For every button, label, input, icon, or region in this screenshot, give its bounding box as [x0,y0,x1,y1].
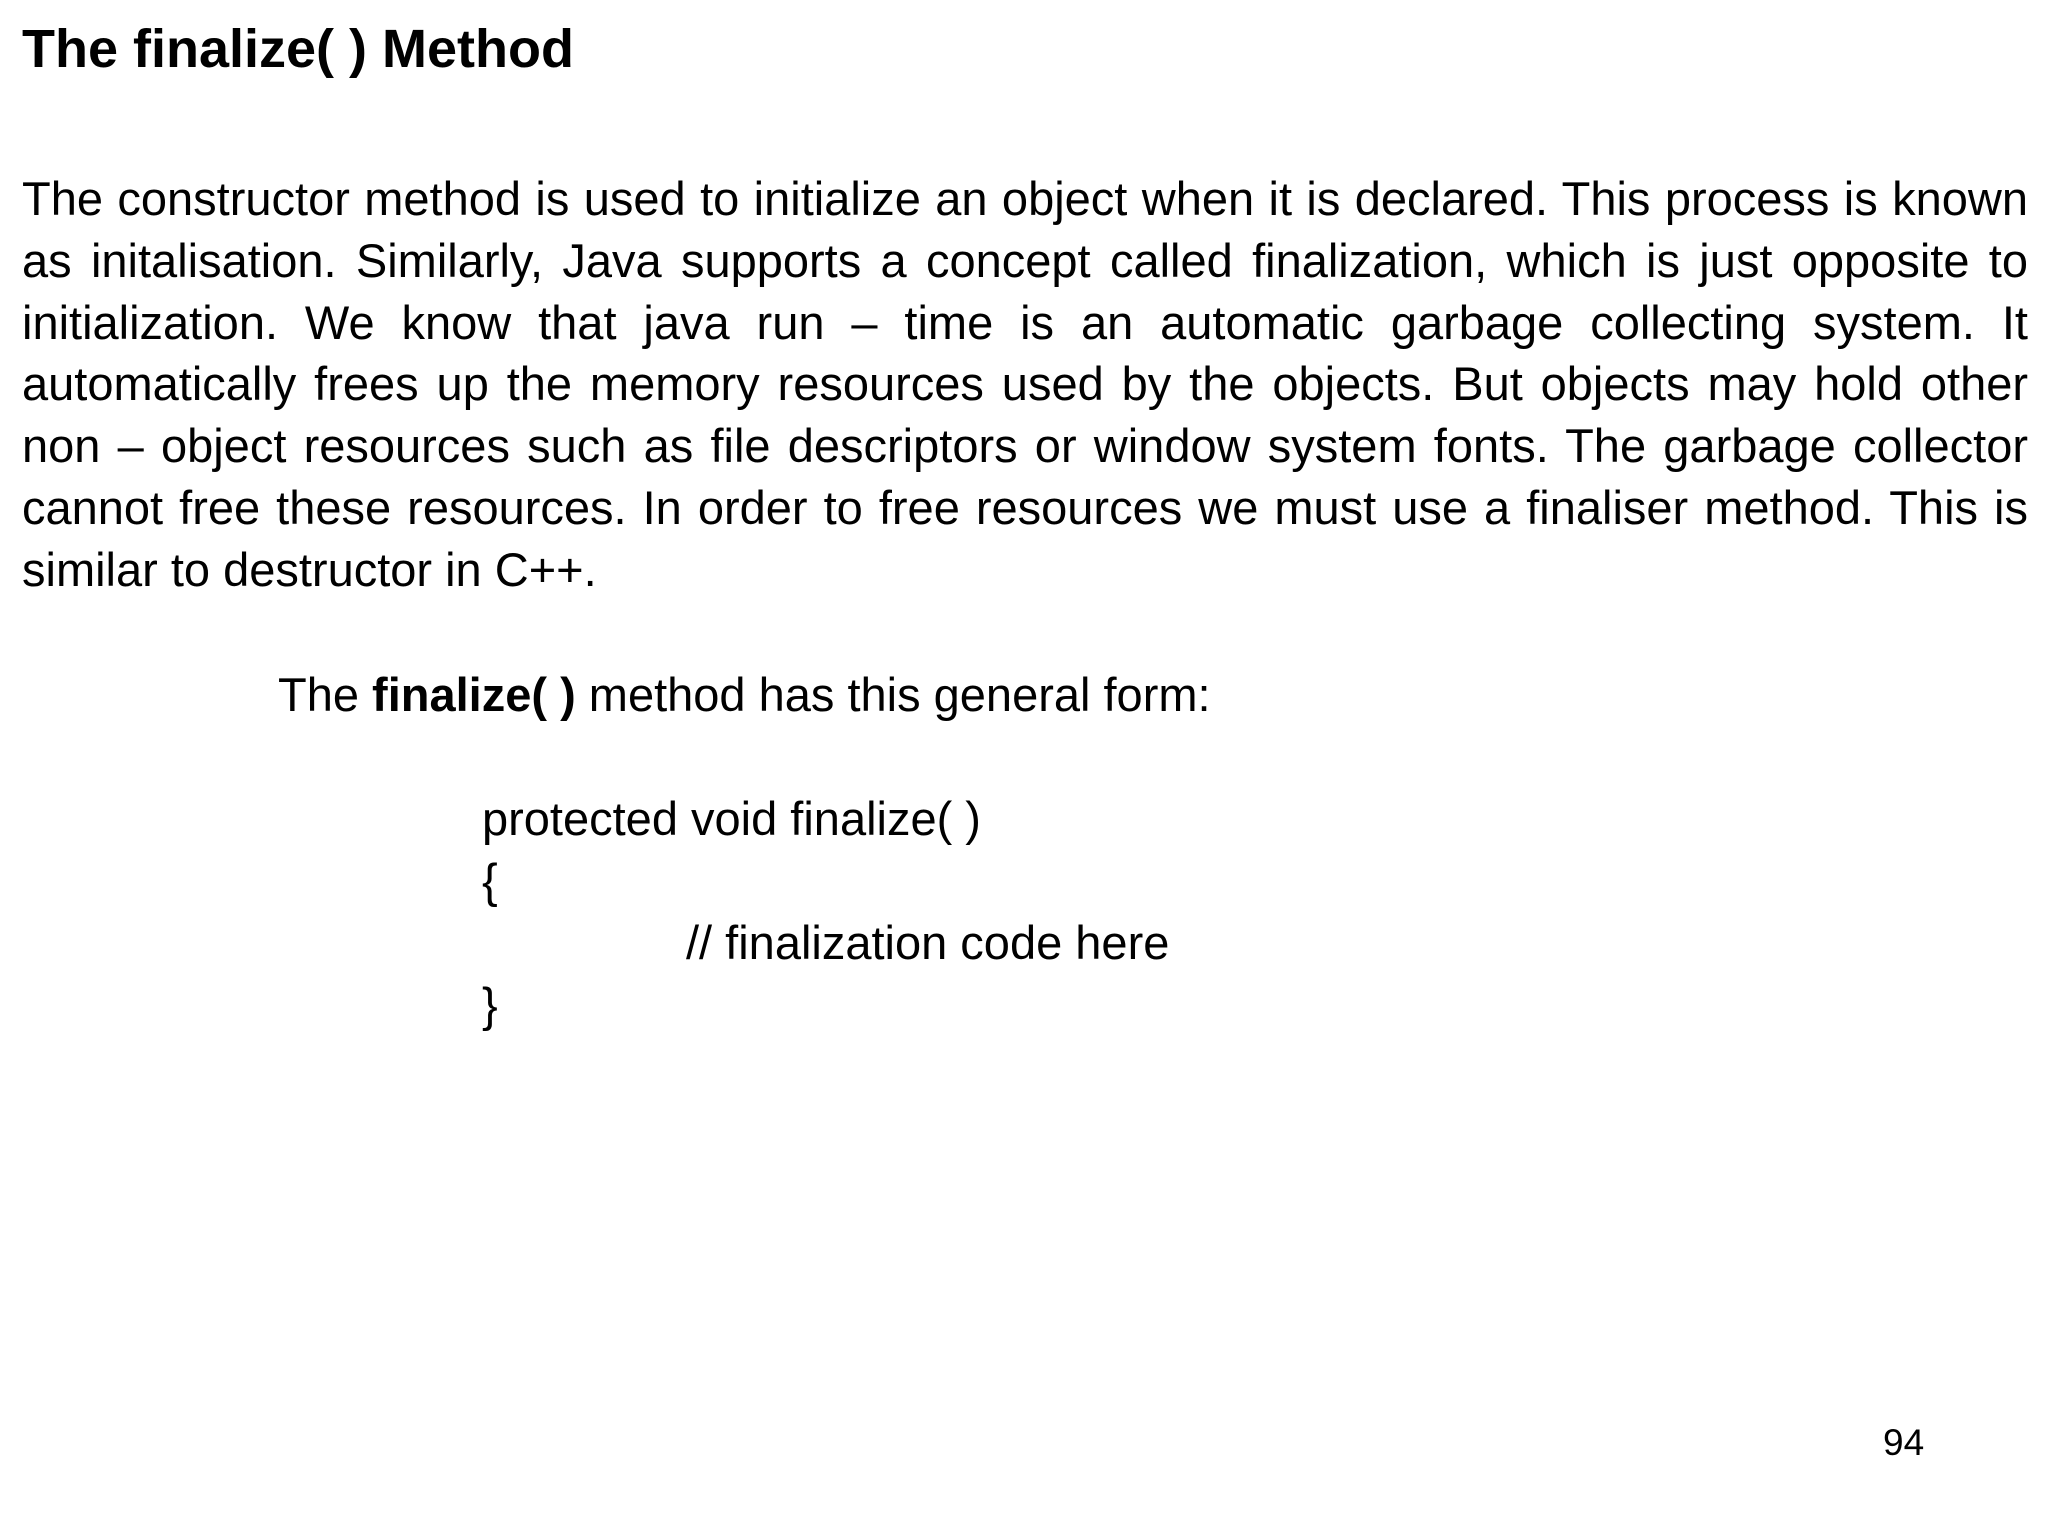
code-open-brace: { [482,854,498,907]
page-number: 94 [1883,1422,1925,1463]
general-form-suffix: method has this general form: [575,668,1211,721]
general-form-prefix: The [278,668,373,721]
page-title: The finalize( ) Method [22,19,574,79]
code-signature: protected void finalize( ) [482,792,981,845]
general-form-sentence [278,664,1211,726]
code-close-brace: } [482,978,498,1031]
general-form-method-name: finalize( ) [372,668,576,721]
body-paragraph: The constructor method is used to initialize an object when it is declared. This process is known as initalisation. Similarly, Java supports a concept called finalization, which is just opposite to initialization. We know that java run – time is an automatic garbage collecting system. It automatically frees up the memory resources used by the objects. But objects may hold other non – object resources such as file descriptors or window system fonts. The garbage collector cannot free these resources. In order to free resources we must use a finaliser method. This is similar to destructor in C++. [22,172,2028,596]
code-comment: // finalization code here [686,916,1170,969]
